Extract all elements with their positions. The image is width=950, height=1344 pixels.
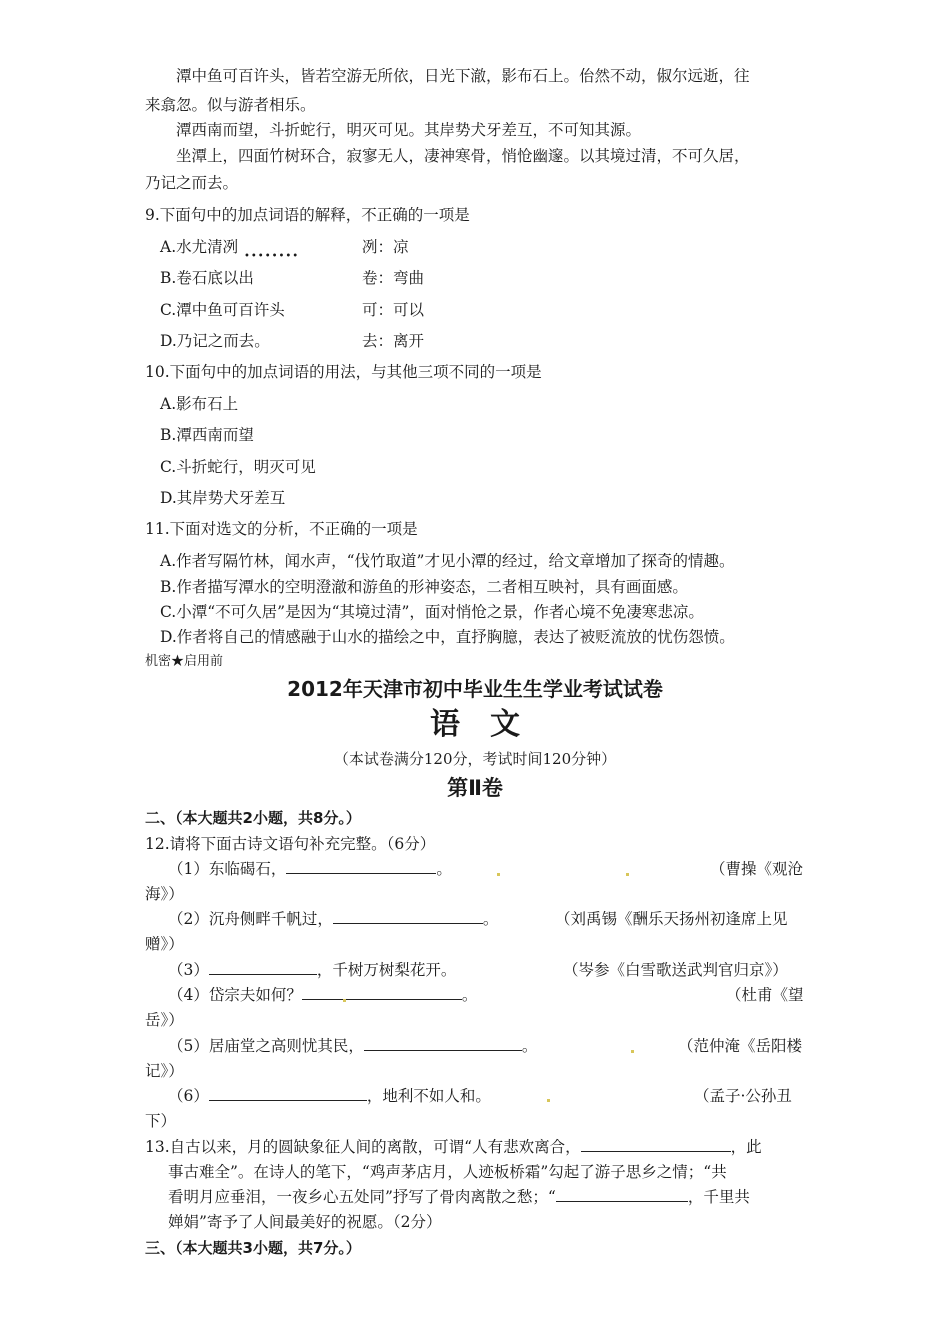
- q12-item-3: （3） ，千树万树梨花开。: [168, 961, 457, 979]
- section3-heading: 三、（本大题共3小题，共7分。）: [145, 1239, 361, 1257]
- answer-blank[interactable]: [209, 960, 317, 975]
- volume-title: 第Ⅱ卷: [447, 776, 503, 800]
- q9-stem: 9.下面句中的加点词语的解释，不正确的一项是: [145, 206, 470, 224]
- q9-gloss-d: 去：离开: [362, 332, 425, 350]
- q10-option-b: B.潭西南而望: [160, 426, 254, 444]
- q9-gloss-a: 冽：凉: [362, 238, 409, 256]
- q12-item-4: （4）岱宗夫如何？ 。: [168, 986, 478, 1004]
- answer-blank[interactable]: [364, 1036, 522, 1051]
- answer-blank[interactable]: [302, 985, 462, 1000]
- q13-line: 事古难全”。在诗人的笔下，“鸡声茅店月，人迹板桥霜”勾起了游子思乡之情；“共: [168, 1163, 727, 1181]
- answer-blank[interactable]: [556, 1187, 688, 1202]
- passage-line: 坐潭上，四面竹树环合，寂寥无人，凄神寒骨，悄怆幽邃。以其境过清，不可久居，: [176, 147, 750, 165]
- q13-line: 婵娟”寄予了人间最美好的祝愿。（2分）: [168, 1213, 442, 1231]
- q11-option-b: B.作者描写潭水的空明澄澈和游鱼的形神姿态，二者相互映衬，具有画面感。: [160, 578, 688, 596]
- subject-title: 语 文: [430, 707, 520, 742]
- q12-stem: 12.请将下面古诗文语句补充完整。（6分）: [145, 835, 436, 853]
- q12-source-cont: 下）: [145, 1112, 177, 1130]
- scan-speck: [343, 999, 346, 1002]
- q10-option-d: D.其岸势犬牙差互: [160, 489, 286, 507]
- passage-line: 潭中鱼可百许头，皆若空游无所依，日光下澈，影布石上。佁然不动，俶尔远逝，往: [176, 67, 750, 85]
- scan-speck: [631, 1050, 634, 1053]
- q12-source-cont: 海》）: [145, 885, 184, 903]
- answer-blank[interactable]: [581, 1137, 731, 1152]
- q12-source: （杜甫《望: [726, 986, 804, 1004]
- q11-option-a: A.作者写隔竹林，闻水声，“伐竹取道”才见小潭的经过，给文章增加了探奇的情趣。: [160, 552, 735, 570]
- q12-source-cont: 赠》）: [145, 935, 184, 953]
- q12-item-1: （1）东临碣石， 。: [168, 860, 452, 878]
- exam-title: 2012年天津市初中毕业生生学业考试试卷: [287, 677, 663, 701]
- scan-speck: [497, 873, 500, 876]
- q12-item-5: （5）居庙堂之高则忧其民， 。: [168, 1037, 538, 1055]
- q9-option-a: A.水尤清冽: [160, 238, 239, 256]
- exam-note: （本试卷满分120分，考试时间120分钟）: [333, 750, 617, 768]
- scan-speck: [626, 873, 629, 876]
- scan-speck: [547, 1099, 550, 1102]
- section2-heading: 二、（本大题共2小题，共8分。）: [145, 809, 361, 827]
- q9-option-d: D.乃记之而去。: [160, 332, 270, 350]
- q11-option-d: D.作者将自己的情感融于山水的描绘之中，直抒胸臆，表达了被贬流放的忧伤怨愤。: [160, 628, 735, 646]
- answer-blank[interactable]: [286, 859, 436, 874]
- answer-blank[interactable]: [333, 909, 483, 924]
- q9-option-c: C.潭中鱼可百许头: [160, 301, 285, 319]
- secret-label: 机密★启用前: [145, 654, 224, 669]
- q10-option-a: A.影布石上: [160, 395, 239, 413]
- emphasis-dots: ••••••••: [244, 251, 300, 262]
- q12-source: （孟子·公孙丑: [694, 1087, 792, 1105]
- q10-stem: 10.下面句中的加点词语的用法，与其他三项不同的一项是: [145, 363, 542, 381]
- q12-item-6: （6） ，地利不如人和。: [168, 1087, 491, 1105]
- q12-item-2: （2）沉舟侧畔千帆过， 。: [168, 910, 499, 928]
- q10-option-c: C.斗折蛇行，明灭可见: [160, 458, 316, 476]
- q12-source: （曹操《观沧: [710, 860, 804, 878]
- answer-blank[interactable]: [209, 1086, 367, 1101]
- passage-line: 乃记之而去。: [145, 174, 239, 192]
- q12-source-cont: 记》）: [145, 1062, 184, 1080]
- q9-gloss-c: 可：可以: [362, 301, 425, 319]
- q12-source: （岑参《白雪歌送武判官归京》）: [563, 961, 788, 979]
- q11-stem: 11.下面对选文的分析，不正确的一项是: [145, 520, 418, 538]
- passage-line: 来翕忽。似与游者相乐。: [145, 96, 316, 114]
- q13-line: 看明月应垂泪，一夜乡心五处同”抒写了骨肉离散之愁；“ ，千里共: [168, 1188, 750, 1206]
- q9-option-b: B.卷石底以出: [160, 269, 254, 287]
- q11-option-c: C.小潭“不可久居”是因为“其境过清”，面对悄怆之景，作者心境不免凄寒悲凉。: [160, 603, 704, 621]
- q9-gloss-b: 卷：弯曲: [362, 269, 425, 287]
- passage-line: 潭西南而望，斗折蛇行，明灭可见。其岸势犬牙差互，不可知其源。: [176, 121, 642, 139]
- q12-source: （刘禹锡《酬乐天扬州初逢席上见: [555, 910, 788, 928]
- q13-line: 13.自古以来，月的圆缺象征人间的离散，可谓“人有悲欢离合， ，此: [145, 1138, 762, 1156]
- q12-source-cont: 岳》）: [145, 1011, 184, 1029]
- q12-source: （范仲淹《岳阳楼: [678, 1037, 803, 1055]
